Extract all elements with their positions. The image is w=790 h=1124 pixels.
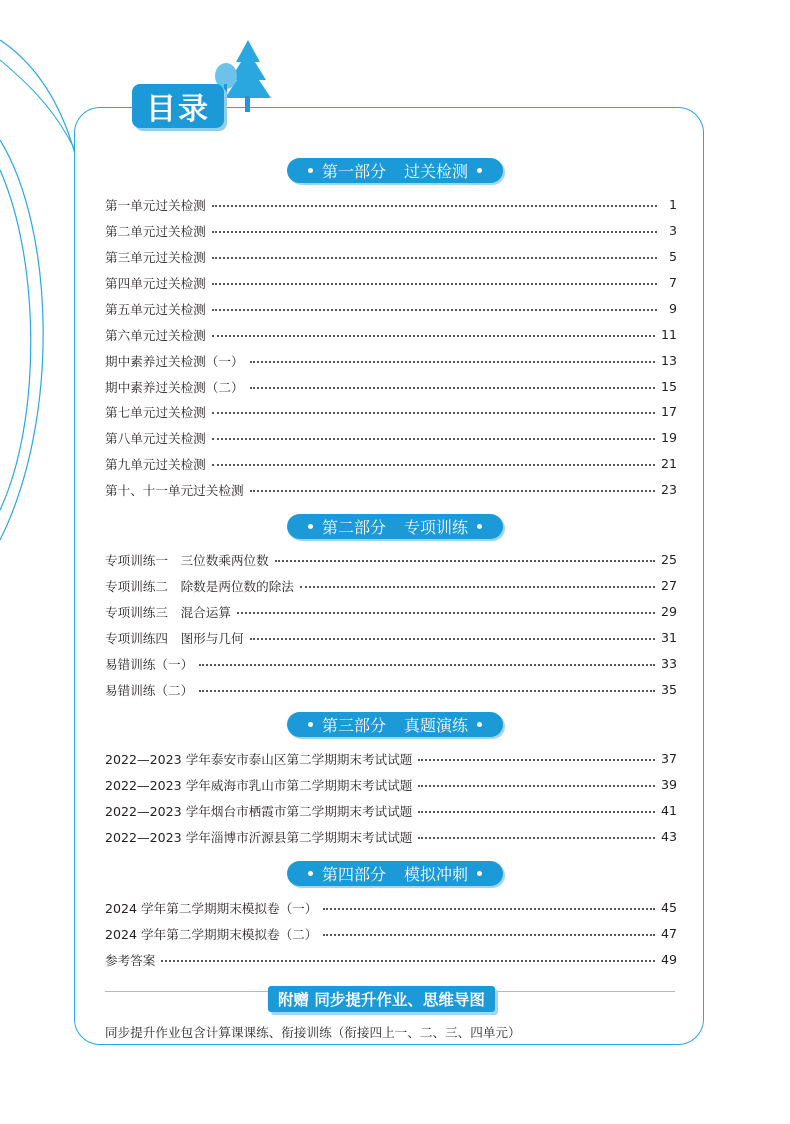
toc-label: 参考答案	[105, 952, 156, 968]
toc-row[interactable]	[105, 897, 677, 917]
dot-leader	[212, 257, 657, 259]
toc-page: 41	[660, 802, 677, 818]
toc-label: 易错训练（一）	[105, 656, 194, 672]
toc-page: 35	[660, 681, 677, 697]
dot-leader	[323, 908, 655, 910]
dot-leader	[212, 205, 657, 207]
section-name: 第二部分	[321, 518, 386, 537]
toc-row[interactable]	[105, 427, 677, 447]
toc-row[interactable]	[105, 246, 677, 266]
toc-label: 第九单元过关检测	[105, 456, 206, 472]
section-subtitle: 模拟冲刺	[404, 865, 469, 884]
toc-label: 第三单元过关检测	[105, 249, 206, 265]
toc-label: 第六单元过关检测	[105, 327, 206, 343]
toc-page: 5	[668, 248, 677, 264]
toc-row[interactable]	[105, 774, 677, 794]
toc-page: 11	[660, 326, 677, 342]
section-subtitle: 过关检测	[404, 162, 469, 181]
toc-label: 专项训练二 除数是两位数的除法	[105, 578, 294, 594]
toc-label: 第一单元过关检测	[105, 197, 206, 213]
toc-row[interactable]	[105, 949, 677, 969]
toc-label: 2022—2023 学年烟台市栖霞市第二学期期末考试试题	[105, 803, 413, 819]
toc-label: 第四单元过关检测	[105, 275, 206, 291]
dot-leader	[323, 934, 655, 936]
toc-row[interactable]	[105, 350, 677, 370]
toc-label: 第二单元过关检测	[105, 223, 206, 239]
dot-leader	[250, 638, 655, 640]
page-title: 目录	[132, 84, 224, 128]
toc-page: 15	[660, 378, 677, 394]
toc-row[interactable]	[105, 627, 677, 647]
toc-page: 33	[660, 655, 677, 671]
toc-page: 31	[660, 629, 677, 645]
toc-row[interactable]	[105, 679, 677, 699]
toc-row[interactable]	[105, 923, 677, 943]
toc-page: 45	[660, 899, 677, 915]
toc-row[interactable]	[105, 220, 677, 240]
toc-row[interactable]	[105, 653, 677, 673]
toc-row[interactable]	[105, 826, 677, 846]
toc-page: 21	[660, 455, 677, 471]
toc-page: 43	[660, 828, 677, 844]
section-name: 第一部分	[321, 162, 386, 181]
toc-row[interactable]	[105, 401, 677, 421]
toc-label: 第八单元过关检测	[105, 430, 206, 446]
dot-leader	[212, 412, 655, 414]
toc-label: 专项训练三 混合运算	[105, 604, 231, 620]
dot-leader	[275, 560, 655, 562]
toc-row[interactable]	[105, 800, 677, 820]
toc-row[interactable]	[105, 324, 677, 344]
dot-leader	[212, 309, 657, 311]
toc-page: 19	[660, 429, 677, 445]
toc-page: 47	[660, 925, 677, 941]
gift-banner: 附赠 同步提升作业、思维导图	[268, 986, 495, 1012]
toc-page: 29	[660, 603, 677, 619]
toc-page: 37	[660, 750, 677, 766]
toc-page: 13	[660, 352, 677, 368]
toc-page: 9	[668, 300, 677, 316]
toc-label: 第十、十一单元过关检测	[105, 482, 244, 498]
toc-row[interactable]	[105, 549, 677, 569]
toc-page: 23	[660, 481, 677, 497]
dot-leader	[418, 811, 655, 813]
dot-leader	[418, 759, 655, 761]
toc-row[interactable]	[105, 575, 677, 595]
dot-leader	[161, 960, 655, 962]
gift-description: 同步提升作业包含计算课课练、衔接训练（衔接四上一、二、三、四单元）	[105, 1025, 521, 1040]
toc-page: 27	[660, 577, 677, 593]
toc-row[interactable]	[105, 453, 677, 473]
toc-page: 7	[668, 274, 677, 290]
toc-page: 1	[668, 196, 677, 212]
toc-row[interactable]	[105, 298, 677, 318]
toc-label: 专项训练一 三位数乘两位数	[105, 552, 269, 568]
toc-row[interactable]	[105, 376, 677, 396]
toc-row[interactable]	[105, 194, 677, 214]
section-name: 第三部分	[321, 716, 386, 735]
toc-page: 39	[660, 776, 677, 792]
dot-leader	[212, 231, 657, 233]
dot-leader	[250, 361, 655, 363]
section-subtitle: 专项训练	[404, 518, 469, 537]
toc-page: 49	[660, 951, 677, 967]
toc-page: 25	[660, 551, 677, 567]
toc-row[interactable]	[105, 748, 677, 768]
toc-label: 2022—2023 学年淄博市沂源县第二学期期末考试试题	[105, 829, 413, 845]
dot-leader	[212, 464, 655, 466]
dot-leader	[212, 438, 655, 440]
toc-label: 2024 学年第二学期期末模拟卷（一）	[105, 900, 318, 916]
toc-row[interactable]	[105, 479, 677, 499]
toc-label: 2024 学年第二学期期末模拟卷（二）	[105, 926, 318, 942]
dot-leader	[212, 335, 655, 337]
toc-label: 2022—2023 学年泰安市泰山区第二学期期末考试试题	[105, 751, 413, 767]
section-header-part-4	[0, 861, 790, 887]
section-header-part-2	[0, 514, 790, 540]
toc-label: 期中素养过关检测（一）	[105, 353, 244, 369]
dot-leader	[300, 586, 655, 588]
toc-row[interactable]	[105, 601, 677, 621]
toc-page: 17	[660, 403, 677, 419]
dot-leader	[199, 664, 655, 666]
toc-label: 期中素养过关检测（二）	[105, 379, 244, 395]
section-name: 第四部分	[321, 865, 386, 884]
dot-leader	[212, 283, 657, 285]
dot-leader	[250, 387, 655, 389]
dot-leader	[418, 837, 655, 839]
toc-label: 2022—2023 学年威海市乳山市第二学期期末考试试题	[105, 777, 413, 793]
toc-label: 第七单元过关检测	[105, 404, 206, 420]
toc-row[interactable]	[105, 272, 677, 292]
section-header-part-1	[0, 158, 790, 184]
toc-page: 3	[668, 222, 677, 238]
toc-label: 易错训练（二）	[105, 682, 194, 698]
dot-leader	[199, 690, 655, 692]
dot-leader	[250, 490, 655, 492]
toc-label: 专项训练四 图形与几何	[105, 630, 244, 646]
section-header-part-3	[0, 712, 790, 738]
dot-leader	[237, 612, 655, 614]
toc-label: 第五单元过关检测	[105, 301, 206, 317]
dot-leader	[418, 785, 655, 787]
section-subtitle: 真题演练	[404, 716, 469, 735]
